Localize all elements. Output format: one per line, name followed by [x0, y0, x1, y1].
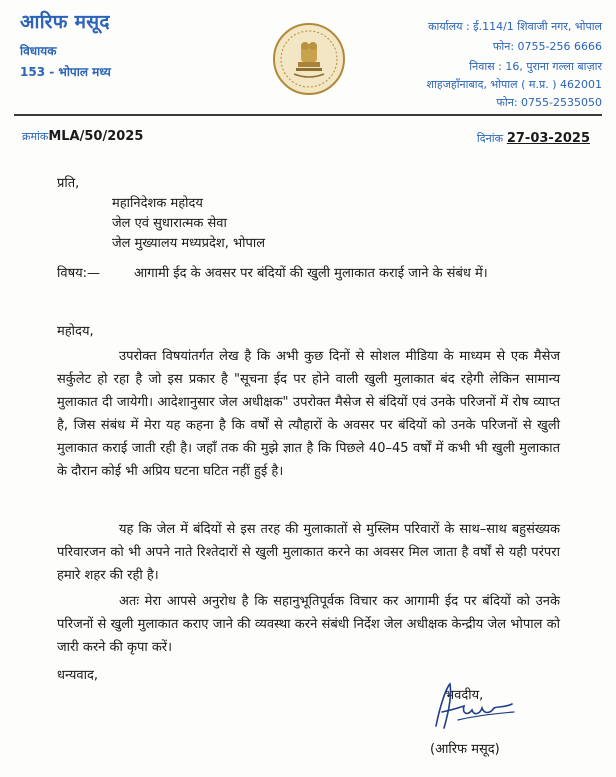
reference-label: क्रमांक	[22, 130, 49, 143]
letterhead-role: विधायक	[20, 44, 57, 58]
office-address: कार्यालय : ई.114/1 शिवाजी नगर, भोपाल	[428, 20, 602, 33]
recipient-line-3: जेल मुख्यालय मध्यप्रदेश, भोपाल	[112, 236, 266, 251]
date-label: दिनांक	[476, 132, 504, 145]
paragraph-2: यह कि जेल में बंदियों से इस तरह की मुलाकातों से मुस्लिम परिवारों के साथ–साथ बहुसंख्यक परिवारजन को भी अपने नाते रिश्तेदारों से खुली मुलाकात करने का अवसर मिल जाता है वर्षों से यही परंपरा हमारे शहर की रही है।	[57, 522, 560, 583]
letterhead-constituency: 153 - भोपाल मध्य	[20, 65, 111, 79]
reference-value: MLA/50/2025	[48, 129, 144, 144]
paragraph-1: उपरोक्त विषयांतर्गत लेख है कि अभी कुछ दिनों से सोशल मीडिया के माध्यम से एक मैसेज सर्कुलेट हो रहा है जो इस प्रकार है "सूचना ईद पर होने वाली खुली मुलाकात बंद रहेगी लेकिन सामान्य मुलाकात दी जायेगी। आदेशानुसार जेल अधीक्षक" उपरोक्त मैसेज से बंदियों एवं उनके परिजनों में रोष व्याप्त है, जिस संबंध में मेरा यह कहना है कि वर्षों से त्यौहारों के अवसर पर बंदियों को उनके परिजनों से खुली मुलाकात कराई जाती रही है। जहाँ तक की मुझे ज्ञात है कि पिछले 40–45 वर्षों में कभी भी खुली मुलाकात के दौरान कोई भी अप्रिय घटना घटित नहीं हुई है।	[57, 349, 560, 479]
paragraph-3: अतः मेरा आपसे अनुरोध है कि सहानुभूतिपूर्वक विचार कर आगामी ईद पर बंदियों को उनके परिजनों से खुली मुलाकात कराए जाने की व्यवस्था करने संबंधी निर्देश जेल अधीक्षक केन्द्रीय जेल भोपाल को जारी करने की कृपा करें।	[57, 594, 560, 655]
residence-address: निवास : 16, पुराना गल्ला बाज़ार	[469, 60, 602, 73]
recipient-prefix: प्रति,	[57, 176, 80, 191]
recipient-line-1: महानिदेशक महोदय	[112, 196, 203, 211]
state-emblem-icon	[272, 22, 346, 96]
office-phone: फोन: 0755-256 6666	[492, 40, 602, 53]
letterhead-divider	[14, 114, 602, 116]
date-value: 27-03-2025	[506, 131, 590, 146]
reference-number	[22, 129, 143, 144]
recipient-line-2: जेल एवं सुधारात्मक सेवा	[112, 216, 227, 231]
subject-text: आगामी ईद के अवसर पर बंदियों की खुली मुलाकात कराई जाने के संबंध में।	[134, 266, 488, 281]
signoff: भवदीय,	[445, 688, 484, 703]
salutation: महोदय,	[57, 324, 94, 339]
signatory-name: (आरिफ मसूद)	[430, 742, 500, 757]
residence-phone: फोन: 0755-2535050	[496, 96, 602, 109]
residence-city: शाहजहाँनाबाद, भोपाल ( म.प्र. ) 462001	[426, 78, 602, 91]
letter-date	[477, 131, 590, 146]
signature-icon	[428, 676, 523, 734]
subject-label: विषय:—	[57, 266, 101, 281]
letterhead-name: आरिफ मसूद	[20, 11, 110, 33]
closing: धन्यवाद,	[57, 668, 99, 683]
